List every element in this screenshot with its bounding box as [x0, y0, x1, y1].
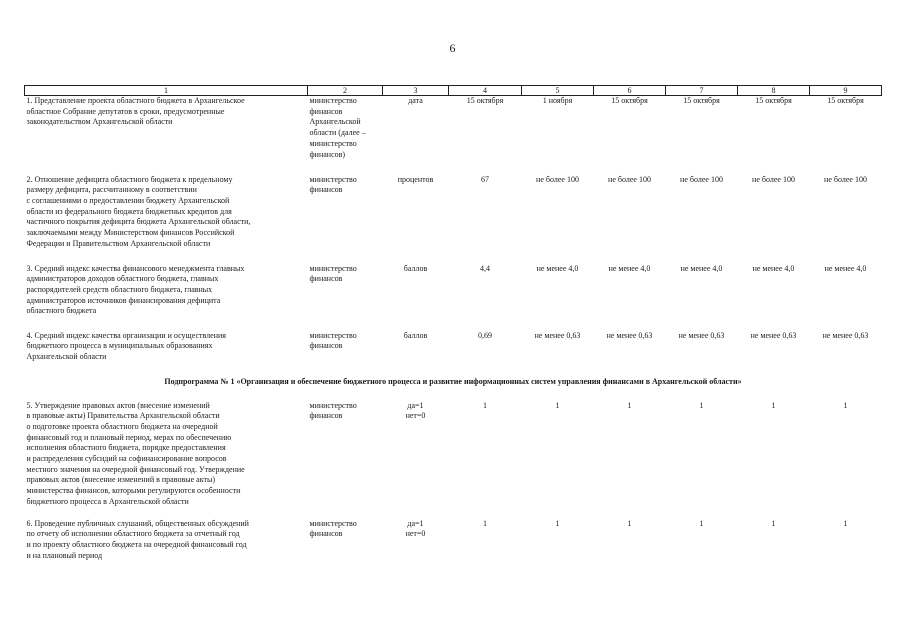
- value-cell: не менее 0,63: [750, 330, 797, 340]
- value-cell: не менее 0,63: [534, 330, 581, 340]
- value-cell: 1: [627, 518, 632, 528]
- responsible-org: министерство финансов: [309, 400, 357, 421]
- value-cell: 0,69: [478, 330, 492, 340]
- value-cell: 1: [699, 400, 704, 410]
- value-cell: 1: [843, 518, 848, 528]
- header-cell: 1: [25, 86, 308, 96]
- table-row: [25, 519, 882, 567]
- value-cell: не более 100: [680, 174, 723, 184]
- indicator-text: 5. Утверждение правовых актов (внесение изменений в правовые акты) Правительства Архангельской области о подготовке проекта областного бюджета на очередной финансовый год и плановый период, мерах по обеспечению исполнения областного бюджета, порядке предоставления и распределения субсидий на софинансирование вопросов местного значения на очередной финансовый год. Утверждение правовых актов (внесение изменений в правовые акты) министерства финансов, которыми регулируются особенности бюджетного процесса в Архангельской области: [26, 400, 245, 506]
- unit-cell: дата: [408, 96, 423, 105]
- value-cell: 1: [483, 400, 487, 410]
- value-cell: не более 100: [536, 174, 579, 184]
- unit-cell: да=1 нет=0: [405, 518, 426, 539]
- table-row: [25, 401, 882, 519]
- table-row: [25, 331, 882, 377]
- value-cell: не менее 4,0: [536, 263, 579, 273]
- value-cell: 15 октября: [755, 96, 792, 105]
- value-cell: не менее 0,63: [822, 330, 869, 340]
- value-cell: 1 ноября: [542, 96, 573, 105]
- value-cell: 67: [481, 174, 489, 184]
- value-cell: 1: [771, 518, 776, 528]
- value-cell: 1: [699, 518, 704, 528]
- indicator-text: 3. Средний индекс качества финансового менеджмента главных администраторов доходов областного бюджета, главных распорядителей средств областного бюджета, главных администраторов источников финансирования дефицита областного бюджета: [26, 263, 245, 316]
- responsible-org: министерство финансов: [309, 263, 357, 284]
- value-cell: не менее 4,0: [608, 263, 651, 273]
- value-cell: 1: [627, 400, 632, 410]
- value-cell: 1: [843, 400, 848, 410]
- responsible-org: министерство финансов: [309, 518, 357, 539]
- value-cell: не более 100: [608, 174, 651, 184]
- value-cell: 4,4: [480, 263, 490, 273]
- header-cell: 3: [383, 86, 449, 96]
- indicator-text: 4. Средний индекс качества организации и осуществления бюджетного процесса в муниципальных образованиях Архангельской области: [26, 330, 226, 361]
- unit-cell: процентов: [397, 174, 434, 184]
- unit-cell: да=1 нет=0: [405, 400, 426, 421]
- value-cell: 15 октября: [827, 96, 864, 105]
- value-cell: не менее 4,0: [824, 263, 867, 273]
- value-cell: не менее 0,63: [678, 330, 725, 340]
- indicator-text: 6. Проведение публичных слушаний, общественных обсуждений по отчету об исполнении областного бюджета за отчетный год и по проекту областного бюджета на очередной финансовый год и на плановый период: [26, 518, 249, 560]
- value-cell: не более 100: [752, 174, 795, 184]
- header-row: [25, 86, 882, 96]
- table-row: [25, 96, 882, 175]
- header-cell: 4: [449, 86, 522, 96]
- unit-cell: баллов: [403, 330, 428, 340]
- value-cell: 15 октября: [466, 96, 504, 105]
- header-cell: 2: [308, 86, 383, 96]
- value-cell: 15 октября: [611, 96, 648, 105]
- page-number: 6: [449, 41, 456, 55]
- header-cell: 5: [522, 86, 594, 96]
- value-cell: 1: [483, 518, 487, 528]
- header-cell: 6: [594, 86, 666, 96]
- header-cell: 8: [738, 86, 810, 96]
- value-cell: не менее 4,0: [752, 263, 795, 273]
- header-cell: 9: [810, 86, 882, 96]
- indicators-table: [24, 85, 882, 567]
- value-cell: 1: [555, 518, 560, 528]
- header-cell: 7: [666, 86, 738, 96]
- subprogram-title: Подпрограмма № 1 «Организация и обеспечение бюджетного процесса и развитие информационных систем управления финансами в Архангельской области»: [164, 376, 742, 386]
- value-cell: не менее 0,63: [606, 330, 653, 340]
- value-cell: 1: [771, 400, 776, 410]
- subprogram-row: [25, 377, 882, 401]
- responsible-org: министерство финансов: [309, 174, 357, 195]
- table-row: [25, 175, 882, 264]
- value-cell: не более 100: [824, 174, 867, 184]
- unit-cell: баллов: [403, 263, 428, 273]
- responsible-org: министерство финансов Архангельской области (далее – министерство финансов): [309, 96, 366, 159]
- value-cell: не менее 4,0: [680, 263, 723, 273]
- value-cell: 15 октября: [683, 96, 720, 105]
- indicator-text: 1. Представление проекта областного бюджета в Архангельское областное Собрание депутатов в сроки, предусмотренные законодательством Архангельской области: [26, 96, 245, 127]
- responsible-org: министерство финансов: [309, 330, 357, 351]
- value-cell: 1: [555, 400, 560, 410]
- table-row: [25, 264, 882, 331]
- indicator-text: 2. Отношение дефицита областного бюджета к предельному размеру дефицита, рассчитанному в соответствии с соглашениями о предоставлении бюджету Архангельской области из федерального бюджета бюджетных кредитов для частичного покрытия дефицита бюджета Архангельской области, заключаемыми между Министерством финансов Российской Федерации и Правительством Архангельской области: [26, 174, 251, 248]
